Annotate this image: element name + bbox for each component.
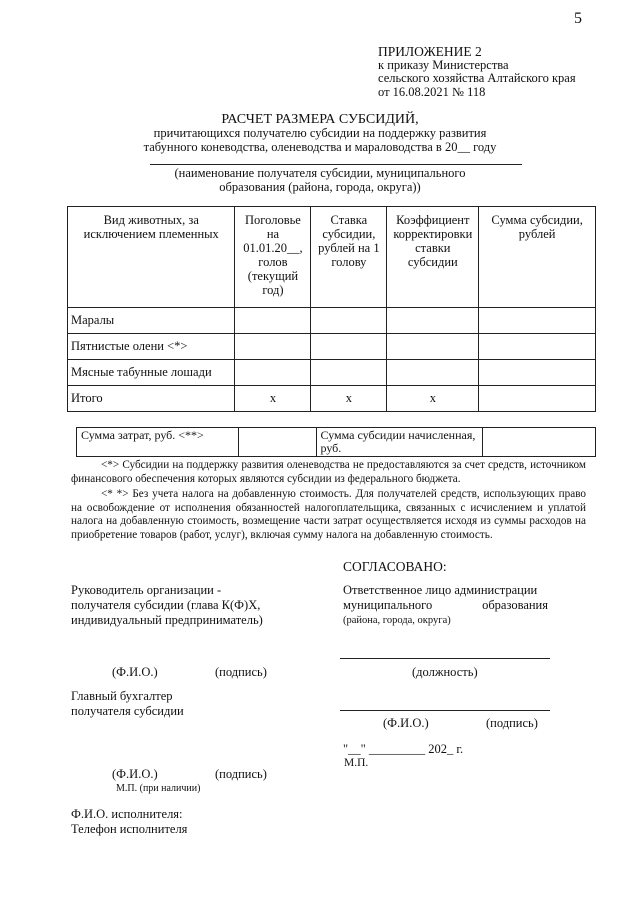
- admin-title-word: образования: [482, 598, 548, 612]
- recipient-name-line: [150, 164, 522, 165]
- admin-title-note: (района, города, округа): [343, 615, 451, 626]
- table-row: [68, 334, 596, 360]
- recipient-caption: [0, 166, 640, 194]
- head-fio-caption: (Ф.И.О.): [112, 665, 158, 679]
- executor-phone: Телефон исполнителя: [71, 822, 188, 836]
- head-title-line: Руководитель организации -: [71, 583, 222, 597]
- costs-label: Сумма затрат, руб. <**>: [77, 428, 239, 457]
- head-title: [71, 583, 263, 628]
- header-cell: Вид животных, за исключением племенных: [68, 207, 235, 308]
- accountant-fio-caption: (Ф.И.О.): [112, 767, 158, 781]
- row-label: Итого: [68, 386, 235, 412]
- table-cell: х: [387, 386, 479, 412]
- table-cell[interactable]: [479, 334, 596, 360]
- appendix-block: [378, 45, 576, 99]
- organization-stamp: М.П. (при наличии): [116, 783, 201, 794]
- admin-official-title: [343, 583, 548, 628]
- accountant-title-line: получателя субсидии: [71, 704, 184, 718]
- table-cell[interactable]: [387, 360, 479, 386]
- position-line[interactable]: [340, 658, 550, 659]
- accountant-title: [71, 689, 184, 719]
- appendix-heading: ПРИЛОЖЕНИЕ 2: [378, 44, 482, 59]
- table-cell[interactable]: [387, 308, 479, 334]
- table-row: [68, 386, 596, 412]
- accrued-label: Сумма субсидии начисленная, руб.: [316, 428, 483, 457]
- costs-value[interactable]: [238, 428, 316, 457]
- appendix-line: от 16.08.2021 № 118: [378, 84, 486, 99]
- row-label: Мясные табунные лошади: [68, 360, 235, 386]
- header-cell: Коэффициент корректировки ставки субсидии: [387, 207, 479, 308]
- document-subtitle: [0, 127, 640, 154]
- table-cell: х: [311, 386, 387, 412]
- accountant-title-line: Главный бухгалтер: [71, 689, 173, 703]
- row-label: Маралы: [68, 308, 235, 334]
- table-cell[interactable]: [479, 386, 596, 412]
- header-cell: Поголовье на 01.01.20__, голов (текущий год): [235, 207, 311, 308]
- footnote-1: <*> Субсидии на поддержку развития оленеводства не предоставляются за счет средств, источником финансового обеспечения которых являются субсидии из федерального бюджета.: [71, 459, 586, 485]
- admin-title-word: муниципального: [343, 598, 433, 612]
- subtitle-line: табунного коневодства, оленеводства и мараловодства в 20__ году: [143, 139, 497, 154]
- admin-fio-caption: (Ф.И.О.): [383, 716, 429, 730]
- head-signature-caption: (подпись): [215, 665, 267, 679]
- date-field[interactable]: "__" _________ 202_ г.: [343, 742, 464, 756]
- head-title-line: индивидуальный предприниматель): [71, 613, 263, 627]
- table-cell[interactable]: [311, 360, 387, 386]
- appendix-line: к приказу Министерства: [378, 57, 509, 72]
- appendix-line: сельского хозяйства Алтайского края: [378, 71, 576, 85]
- table-cell: х: [235, 386, 311, 412]
- table-row: [68, 360, 596, 386]
- subsidy-table: [67, 206, 596, 412]
- table-cell[interactable]: [479, 308, 596, 334]
- table-cell[interactable]: [311, 308, 387, 334]
- admin-title-line: Ответственное лицо администрации: [343, 583, 538, 597]
- recipient-caption-line: образования (района, города, округа)): [219, 180, 421, 194]
- subtitle-line: причитающихся получателю субсидии на поддержку развития: [153, 126, 487, 140]
- position-caption: (должность): [412, 665, 478, 679]
- table-cell[interactable]: [235, 308, 311, 334]
- table-cell[interactable]: [387, 334, 479, 360]
- admin-stamp: М.П.: [344, 757, 369, 769]
- recipient-caption-line: (наименование получателя субсидии, муниципального: [174, 166, 466, 180]
- summary-table: [76, 427, 596, 457]
- agreed-heading: СОГЛАСОВАНО:: [343, 559, 447, 574]
- footnote-2: <* *> Без учета налога на добавленную стоимость. Для получателей средств, использующих право на освобождение от исполнения обязанностей налогоплательщика, связанных с исчислением и уплатой налога на добавленную стоимость, возмещение части затрат осуществляется исходя из суммы расходов на приобретение товаров (работ, услуг), включая сумму налога на добавленную стоимость.: [71, 488, 586, 541]
- header-cell: Сумма субсидии, рублей: [479, 207, 596, 308]
- admin-signature-line[interactable]: [340, 710, 550, 711]
- table-cell[interactable]: [479, 360, 596, 386]
- accrued-value[interactable]: [483, 428, 596, 457]
- admin-title-line: [343, 598, 548, 613]
- page-number: 5: [574, 10, 582, 27]
- table-row: [68, 308, 596, 334]
- header-cell: Ставка субсидии, рублей на 1 голову: [311, 207, 387, 308]
- document-title: РАСЧЕТ РАЗМЕРА СУБСИДИЙ,: [221, 112, 419, 127]
- table-cell[interactable]: [311, 334, 387, 360]
- admin-signature-caption: (подпись): [486, 716, 538, 730]
- executor-fio: Ф.И.О. исполнителя:: [71, 807, 183, 821]
- row-label: Пятнистые олени <*>: [68, 334, 235, 360]
- table-cell[interactable]: [235, 334, 311, 360]
- accountant-signature-caption: (подпись): [215, 767, 267, 781]
- table-cell[interactable]: [235, 360, 311, 386]
- head-title-line: получателя субсидии (глава К(Ф)Х,: [71, 598, 261, 612]
